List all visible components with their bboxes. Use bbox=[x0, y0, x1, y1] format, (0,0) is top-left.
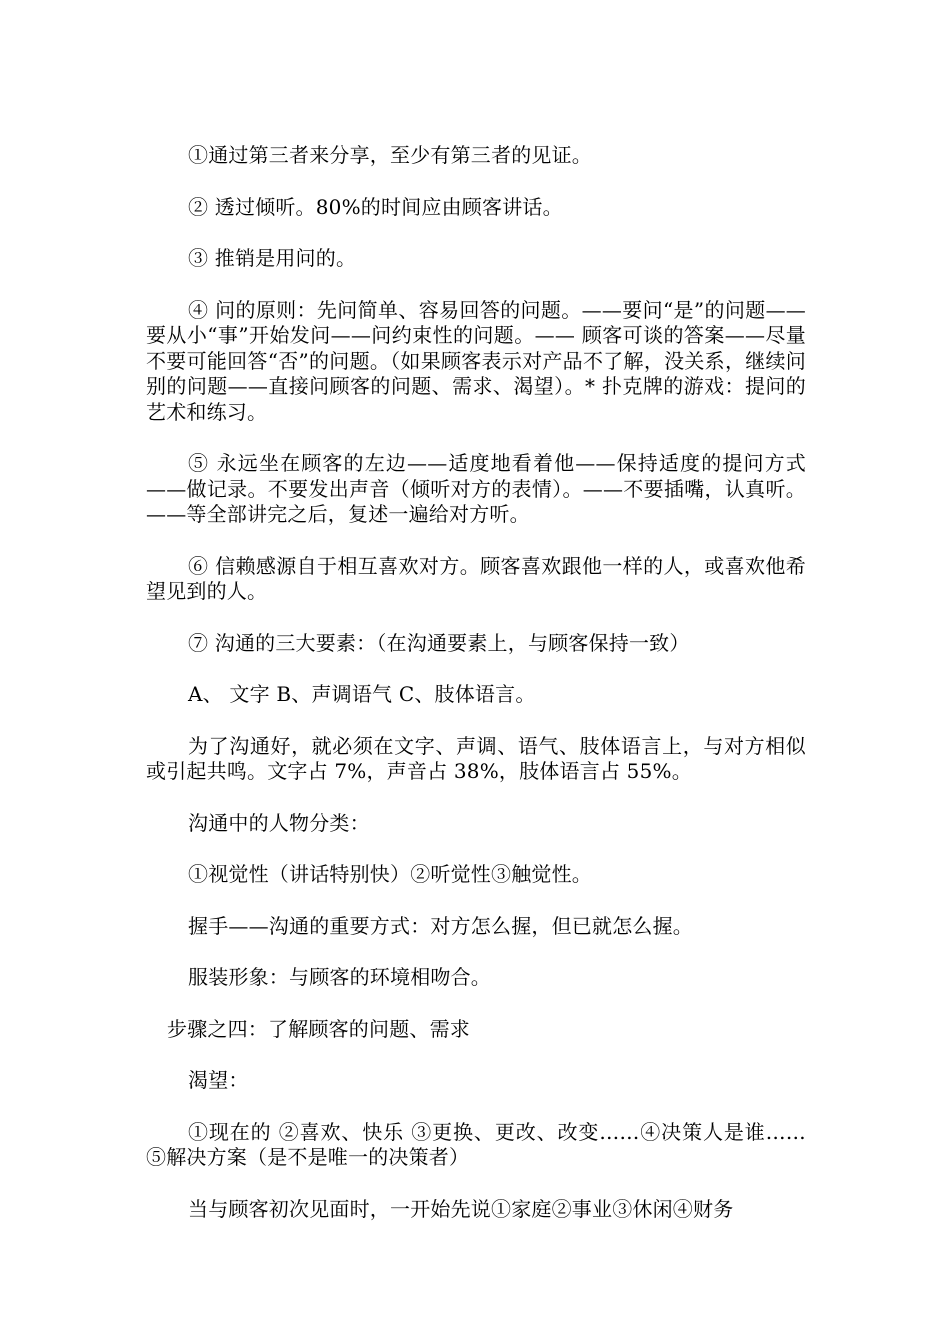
paragraph-clothing: 服装形象：与顾客的环境相吻合。 bbox=[188, 965, 491, 989]
paragraph-people-types: ①视觉性（讲话特别快）②听觉性③触觉性。 bbox=[188, 862, 592, 886]
paragraph-first-meeting: 当与顾客初次见面时，一开始先说①家庭②事业③休闲④财务 bbox=[188, 1196, 734, 1221]
paragraph-trust: ⑥ 信赖感源自于相互喜欢对方。顾客喜欢跟他一样的人，或喜欢他希望见到的人。 bbox=[146, 553, 806, 603]
paragraph-people-types-heading: 沟通中的人物分类： bbox=[188, 810, 370, 835]
paragraph-communication-elements: ⑦ 沟通的三大要素：（在沟通要素上，与顾客保持一致） bbox=[188, 630, 690, 655]
paragraph-communication-percentages: 为了沟通好，就必须在文字、声调、语气、肢体语言上，与对方相似或引起共鸣。文字占 7%，声音占 38%，肢体语言占 55%。 bbox=[146, 733, 806, 783]
paragraph-desire-heading: 渴望： bbox=[188, 1068, 249, 1092]
document-body bbox=[146, 143, 806, 1248]
paragraph-listening: ② 透过倾听。80%的时间应由顾客讲话。 bbox=[188, 194, 563, 219]
section-heading-step-four: 步骤之四：了解顾客的问题、需求 bbox=[167, 1016, 470, 1041]
paragraph-third-party-sharing: ①通过第三者来分享，至少有第三者的见证。 bbox=[188, 143, 592, 167]
paragraph-seating: ⑤ 永远坐在顾客的左边——适度地看着他——保持适度的提问方式——做记录。不要发出声音（倾听对方的表情）。——不要插嘴，认真听。——等全部讲完之后，复述一遍给对方听。 bbox=[146, 451, 806, 526]
paragraph-question-principles: ④ 问的原则：先问简单、容易回答的问题。——要问“是”的问题——要从小“事”开始发问——问约束性的问题。—— 顾客可谈的答案——尽量不要可能回答“否”的问题。（如果顾客表示对产品不了解，没关系，继续问别的问题——直接问顾客的问题、需求、渴望）。* 扑克牌的游戏：提问的艺术和练习。 bbox=[146, 297, 806, 424]
paragraph-elements-list: A、 文字 B、声调语气 C、肢体语言。 bbox=[188, 682, 536, 706]
paragraph-handshake: 握手——沟通的重要方式：对方怎么握，但已就怎么握。 bbox=[188, 913, 693, 938]
paragraph-desire-list: ①现在的 ②喜欢、快乐 ③更换、更改、改变……④决策人是谁……⑤解决方案（是不是唯一的决策者） bbox=[146, 1119, 806, 1169]
paragraph-ask-to-sell: ③ 推销是用问的。 bbox=[188, 246, 357, 270]
